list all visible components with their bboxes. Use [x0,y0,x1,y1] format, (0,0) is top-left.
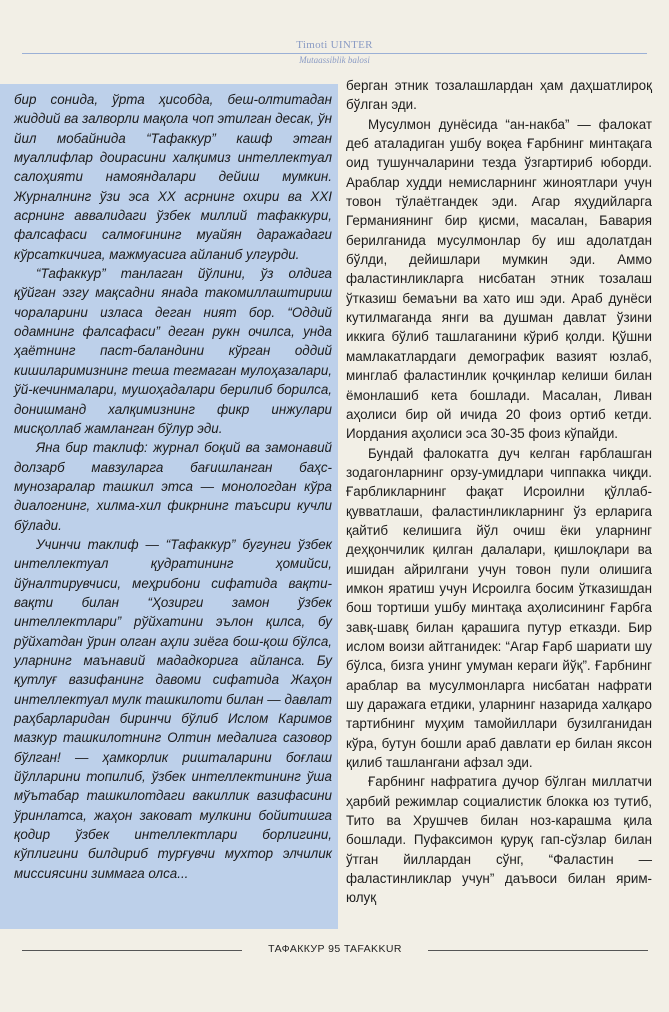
right-column-text [346,76,652,908]
footer-page-label: ТАФАККУР 95 TAFAKKUR [268,943,402,955]
right-paragraph-4: Ғарбнинг нафратига дучор бўлган миллатчи ҳарбий режимлар социалистик блокка юз тутиб, Тито ва Хрушчев билан ноз-карашма қила бошлади. Пуфаксимон қуруқ гап-сўзлар билан ўтган йиллардан сўнг, “Фаластин — фаластинликлар учун” даъвоси билан ярим-юлуқ [346,774,652,906]
footer-rule-right [428,950,648,951]
right-paragraph-2: Мусулмон дунёсида “ан-накба” — фалокат деб аталадиган ушбу воқеа Ғарбнинг минтақага оид тушунчаларини тезда ўзгартириб юборди. Араблар худди немисларнинг жиноятлари учун товон тўлаётгандек эди. Агар яҳудийларга Германиянинг бир қисми, масалан, Бавария берилганида мусулмонлар бу иш адолатдан бўлди, дейишлари мумкин эди. Аммо фаластинликларга нисбатан этник тозалаш ўтказиш бемаъни ва хато иш эди. Араб дунёси кутилмаганда янги ва душман давлат ўзини иккига бўлиб ташлаганини кўриб қолди. Қўшни мамлакатлардаги демографик вазият юзлаб, минглаб фаластинлик қочқинлар келиши билан ёмонлашиб кета бошлади. Масалан, Ливан аҳолиси бир ой ичида 20 фоиз ортиб кетди. Иордания аҳолиси эса 30-35 фоиз кўпайди. [346,116,652,442]
left-column-text [14,90,332,883]
left-paragraph-4: Учинчи таклиф — “Тафаккур” бугунги ўзбек интеллектуал қудратининг ҳомийси, йўналтирувчиси, меҳрибони сифатида вақти-вақти билан “Ҳозирги замон ўзбек интеллектлари” рўйхатини эълон қилса, бу рўйхатдан ўрин олган аҳли зиёга бош-қош бўлса, уларнинг маънавий мададкорига айланса. Бу қутлуғ вазифанинг давоми сифатида Жаҳон интеллектуал мулк ташкилоти билан — давлат раҳбарларидан биринчи бўлиб Ислом Каримов мазкур ташкилотнинг Олтин медалига сазовор бўлган! — ҳамкорлик риштaларини боғлаш йўлларини топилиб, ўзбек интеллектининг ўша мўътабар ташкилотдаги вакиллик вазифасини ўринлатса, жаҳон заковат мулкини бойитишга қодир ўзбек интеллектлари борлигини, кўплигини билдириб турғувчи мухтор элчилик миссиясини зиммага олса... [14,536,332,881]
left-paragraph-3: Яна бир таклиф: журнал боқий ва замонавий долзарб мавзуларга бағишланган баҳс-мунозаралар ташкил этса — монологдан кўра диалогнинг, хилма-хил фикрнинг таъсири кучли бўлади. [14,440,332,533]
footer-rule-left [22,950,242,951]
running-header-author: Timoti UINTER [296,39,373,51]
running-header-title: Mutaassiblik balosi [299,55,370,65]
left-column-shaded [0,84,338,929]
right-paragraph-1: берган этник тозалашлардан ҳам даҳшатлироқ бўлган эди. [346,78,652,113]
header-rule [22,53,647,54]
right-paragraph-3: Бундай фалокатга дуч келган ғарблашган зодагонларнинг орзу-умидлари чиппакка чиқди. Ғарбликларнинг фақат Исроилни қўллаб-қувватлаши, фаластинликларнинг ўз ерларига қайтиб келишига йўл очиш ёки уларнинг деҳқончилик қилган далалари, қишлоқлари ва ишидан айрилгани учун товон пули олишига имкон яратиш учун Исроилга босим ўтказишдан бош тортиши ушбу минтақа аҳолисининг Ғарбга завқ-шавқ билан қарашига путур етказди. Бир ислом воизи айтганидек: “Агар Ғарб шариати шу бўлса, бизга унинг умуман кераги йўқ”. Ғарбнинг араблар ва мусулмонларга нисбатан нафрати шу даражага етдики, уларнинг назарида халқаро тартибнинг муҳим тамойиллари бузилганидан кўра, бутун бошли араб давлати ер билан яксон қилиб ташлангани афзал эди. [346,445,652,771]
left-paragraph-2: “Тафаккур” танлаган йўлини, ўз олдига қўйган эзгу мақсадни янада такомиллаштириш чораларини изласа деган ният бор. “Оддий одамнинг фалсафаси” деган рукн очилса, унда ҳаётнинг паст-баландини кўрган оддий кишиларимизнинг теша тегмаган мулоҳазалари, ўй-кечинмалари, мушоҳадалари берилиб борилса, донишманд халқимизнинг фикр инжулари мисқоллаб жамланган бўлур эди. [14,266,332,436]
page-footer [0,941,669,961]
left-paragraph-1: бир сонида, ўрта ҳисобда, беш-олтитадан жиддий ва залворли мақола чоп этилган десак, ўн йил мобайнида “Тафаккур” кашф этган муаллифлар доирасини халқимиз интеллектуал салоҳияти намояндалари дейиш мумкин. Журналнинг ўзи эса XX асрнинг охири ва XXI асрнинг аввалидаги ўзбек миллий тафаккури, фалсафаси салмоғининг муайян даражадаги кўрсаткичига, мажмуасига айланиб улгурди. [14,92,332,262]
